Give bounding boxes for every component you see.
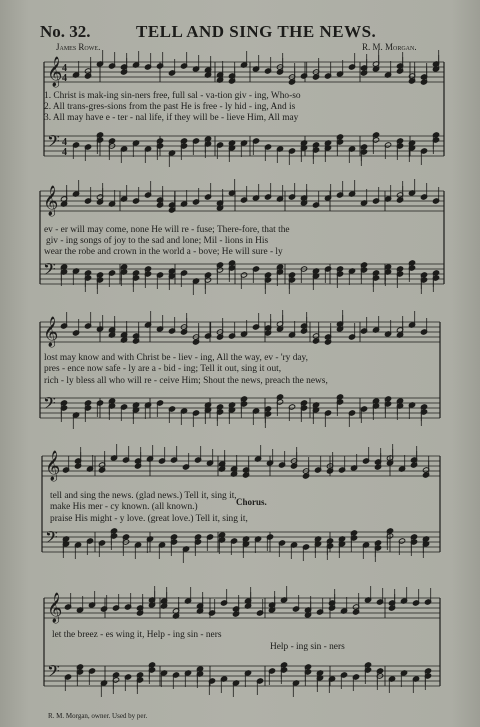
lyric-line: 3. All may have e - ter - nal life, if they will be - lieve Him, All may [44,113,299,123]
lyricist-credit: James Rowe. [56,42,101,52]
bass-clef: 𝄢 [43,393,56,417]
bass-clef: 𝄢 [47,661,60,685]
treble-clef: 𝄞 [45,451,61,481]
lyric-line: ev - er will may come, none He will re - fuse; There-fore, that the [44,225,290,235]
chorus-label: Chorus. [236,497,267,507]
time-signature-bottom: 4 [62,73,67,84]
hymn-number: No. 32. [40,22,91,41]
lyric-line: 2. All trans-gres-sions from the past He is free - ly hid - ing, And is [44,102,296,112]
lyric-line: Help - ing sin - ners [270,642,345,652]
lyric-line: pres - ence now safe - ly are a - bid - ing; Tell it out, sing it out, [44,364,282,374]
time-signature-top: 4 [62,137,67,148]
hymn-title: TELL AND SING THE NEWS. [136,22,377,41]
bass-clef: 𝄢 [47,131,60,155]
bass-clef: 𝄢 [45,527,58,551]
lyric-line: praise His might - y love. (great love.) Tell it, sing it, [50,514,248,524]
lyric-line: make His mer - cy known. (all known.) [50,502,198,512]
copyright-footer: R. M. Morgan, owner. Used by per. [48,712,148,720]
lyric-line: 1. Christ is mak-ing sin-ners free, full sal - va-tion giv - ing, Who-so [44,91,301,101]
composer-credit: R. M. Morgan. [362,42,417,52]
treble-clef: 𝄞 [43,317,59,347]
bass-clef: 𝄢 [43,259,56,283]
lyric-line: tell and sing the news. (glad news.) Tell it, sing it, [50,491,237,501]
treble-clef: 𝄞 [43,186,59,216]
treble-clef: 𝄞 [47,57,63,87]
lyric-line: wear the robe and crown in the world a - bove; He will sure - ly [44,247,283,257]
lyric-line: let the breez - es wing it, Help - ing sin - ners [52,630,222,640]
time-signature-bottom: 4 [62,147,67,158]
treble-clef: 𝄞 [47,593,63,623]
lyric-line: lost may know and with Christ be - liev - ing, All the way, ev - 'ry day, [44,353,308,363]
lyric-line: rich - ly bless all who will re - ceive Him; Shout the news, preach the news, [44,376,328,386]
time-signature-top: 4 [62,63,67,74]
lyric-line: giv - ing songs of joy to the sad and lone; Mil - lions in His [46,236,269,246]
